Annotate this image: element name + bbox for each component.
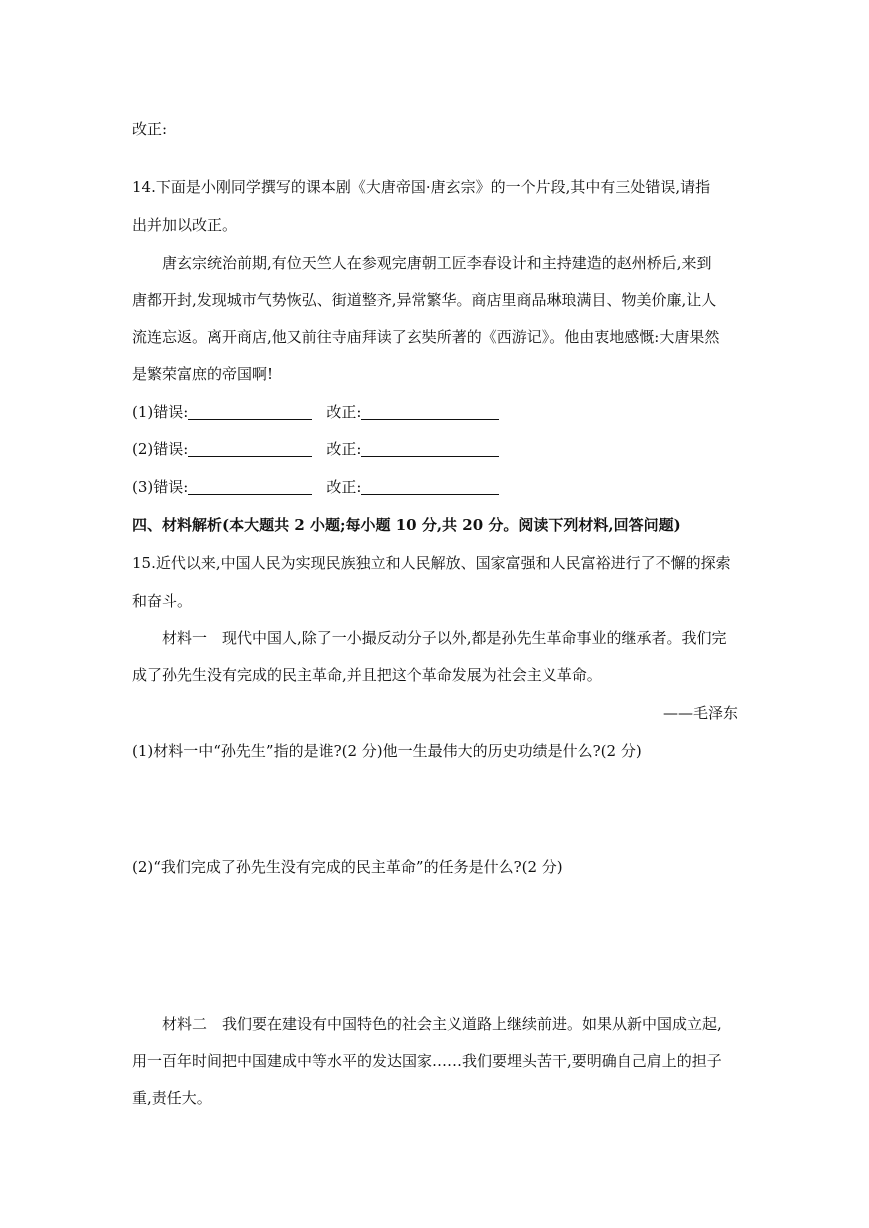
q14-answer-row-1 bbox=[132, 402, 499, 422]
material-2-line-2: 用一百年时间把中国建成中等水平的发达国家……我们要埋头苦干,要明确自己肩上的担子 bbox=[132, 1052, 722, 1070]
q14-answer-row-3 bbox=[132, 477, 499, 497]
material-1-line-1: 材料一 现代中国人,除了一小撮反动分子以外,都是孙先生革命事业的继承者。我们完 bbox=[162, 629, 727, 647]
q14-answer-row-2 bbox=[132, 439, 499, 459]
section-4-heading: 四、材料解析(本大题共 2 小题;每小题 10 分,共 20 分。阅读下列材料,回答问题) bbox=[132, 516, 681, 534]
error-label: (3)错误: bbox=[132, 478, 189, 496]
error-answer-blank[interactable] bbox=[188, 441, 312, 457]
material-2-line-3: 重,责任大。 bbox=[132, 1089, 212, 1107]
fix-label: 改正: bbox=[326, 478, 362, 496]
q14-passage-line-1: 唐玄宗统治前期,有位天竺人在参观完唐朝工匠李春设计和主持建造的赵州桥后,来到 bbox=[162, 254, 712, 272]
fix-answer-blank[interactable] bbox=[361, 479, 499, 495]
material-2-line-1: 材料二 我们要在建设有中国特色的社会主义道路上继续前进。如果从新中国成立起, bbox=[162, 1015, 722, 1033]
fix-label: 改正: bbox=[326, 440, 362, 458]
q14-passage-line-3: 流连忘返。离开商店,他又前往寺庙拜读了玄奘所著的《西游记》。他由衷地感慨:大唐果然 bbox=[132, 328, 720, 346]
fix-answer-blank[interactable] bbox=[361, 404, 499, 420]
material-1-source: ——毛泽东 bbox=[662, 704, 738, 722]
q14-stem-line-1: 14.下面是小刚同学撰写的课本剧《大唐帝国·唐玄宗》的一个片段,其中有三处错误,请指 bbox=[132, 178, 711, 196]
q14-stem-line-2: 出并加以改正。 bbox=[132, 216, 238, 234]
error-answer-blank[interactable] bbox=[188, 479, 312, 495]
fix-answer-blank[interactable] bbox=[361, 441, 499, 457]
error-label: (2)错误: bbox=[132, 440, 189, 458]
fix-label: 改正: bbox=[326, 403, 362, 421]
q15-sub-question-2: (2)“我们完成了孙先生没有完成的民主革命”的任务是什么?(2 分) bbox=[132, 858, 563, 876]
q15-stem-line-1: 15.近代以来,中国人民为实现民族独立和人民解放、国家富强和人民富裕进行了不懈的探索 bbox=[132, 554, 731, 572]
correction-label: 改正: bbox=[132, 120, 168, 138]
error-label: (1)错误: bbox=[132, 403, 189, 421]
q14-passage-line-2: 唐都开封,发现城市气势恢弘、街道整齐,异常繁华。商店里商品琳琅满目、物美价廉,让人 bbox=[132, 291, 717, 309]
q15-stem-line-2: 和奋斗。 bbox=[132, 592, 193, 610]
q14-passage-line-4: 是繁荣富庶的帝国啊! bbox=[132, 365, 274, 383]
material-1-line-2: 成了孙先生没有完成的民主革命,并且把这个革命发展为社会主义革命。 bbox=[132, 666, 602, 684]
error-answer-blank[interactable] bbox=[188, 404, 312, 420]
q15-sub-question-1: (1)材料一中“孙先生”指的是谁?(2 分)他一生最伟大的历史功绩是什么?(2 分) bbox=[132, 742, 642, 760]
